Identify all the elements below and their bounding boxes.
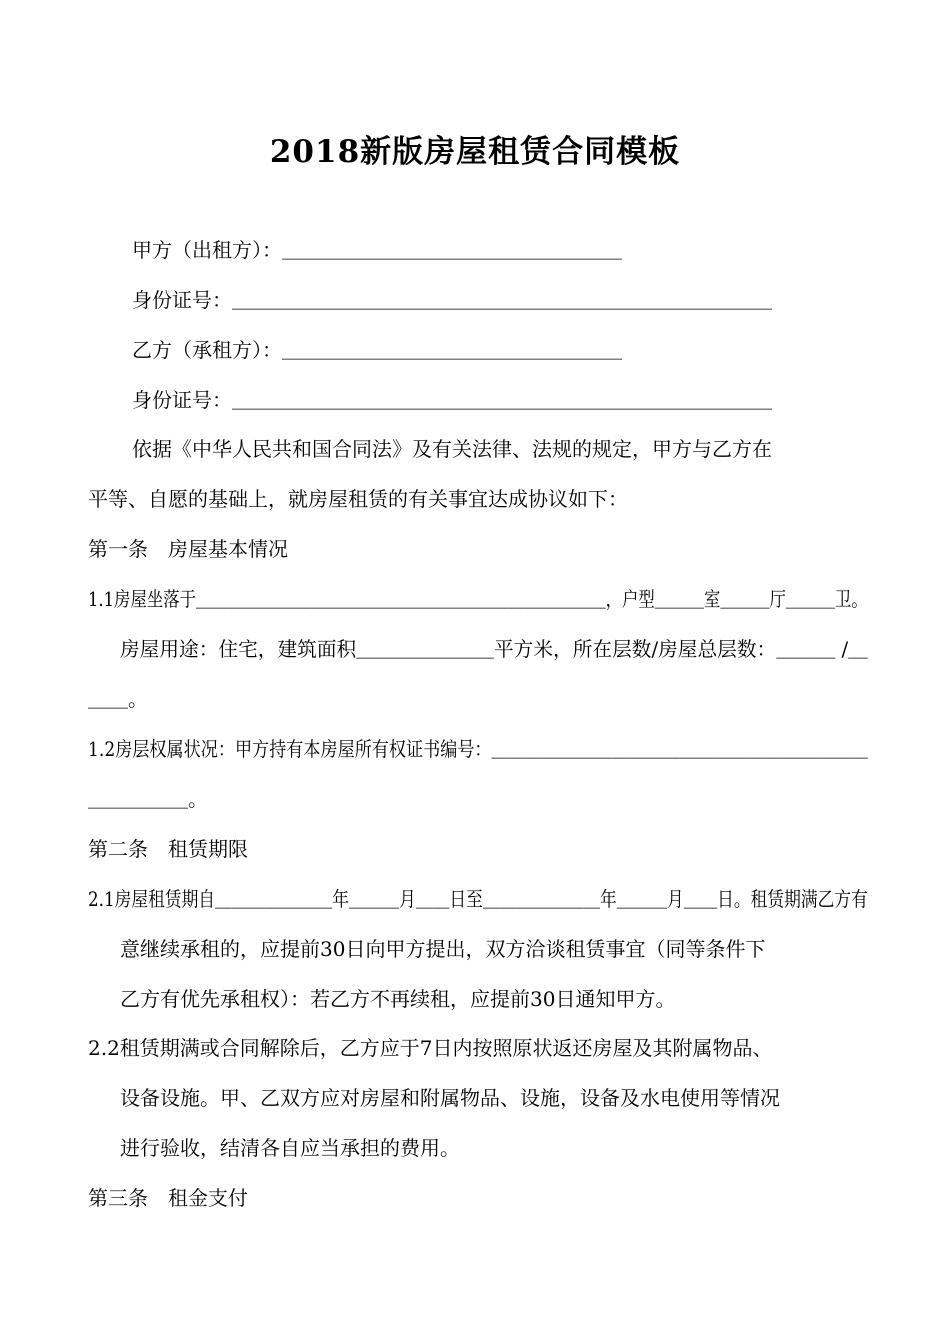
clause-1-2: 1.2房层权属状况：甲方持有本房屋所有权证书编号：＿＿＿＿＿＿＿＿＿＿＿＿＿＿＿＿＿＿＿＿＿＿ bbox=[88, 737, 868, 761]
clause-2-2-line-2: 设备设施。甲、乙双方应对房屋和附属物品、设施，设备及水电使用等情况 bbox=[120, 1086, 780, 1110]
clause-2-1-line-2: 意继续承租的，应提前30日向甲方提出，双方洽谈租赁事宜（同等条件下 bbox=[120, 937, 766, 961]
clause-2-1-line-3: 乙方有优先承租权）：若乙方不再续租，应提前30日通知甲方。 bbox=[120, 987, 676, 1011]
party-b-id-line: 身份证号：＿＿＿＿＿＿＿＿＿＿＿＿＿＿＿＿＿＿＿＿＿＿＿＿＿＿＿ bbox=[132, 388, 772, 412]
party-b-line: 乙方（承租方）：＿＿＿＿＿＿＿＿＿＿＿＿＿＿＿＿＿ bbox=[132, 338, 622, 362]
article-2-heading: 第二条 租赁期限 bbox=[88, 837, 248, 861]
clause-2-2-line-1: 2.2租赁期满或合同解除后，乙方应于7日内按照原状返还房屋及其附属物品、 bbox=[88, 1036, 773, 1060]
preamble-line-2: 平等、自愿的基础上，就房屋租赁的有关事宜达成协议如下： bbox=[88, 487, 628, 511]
clause-2-2-line-3: 进行验收，结清各自应当承担的费用。 bbox=[120, 1136, 460, 1160]
preamble-line-1: 依据《中华人民共和国合同法》及有关法律、法规的规定，甲方与乙方在 bbox=[132, 437, 772, 461]
article-3-heading: 第三条 租金支付 bbox=[88, 1186, 248, 1210]
party-a-id-line: 身份证号：＿＿＿＿＿＿＿＿＿＿＿＿＿＿＿＿＿＿＿＿＿＿＿＿＿＿＿ bbox=[132, 288, 772, 312]
clause-1-1: 1.1房屋坐落于＿＿＿＿＿＿＿＿＿＿＿＿＿＿＿＿＿＿＿＿＿＿＿＿＿，户型＿＿＿室＿＿＿厅＿＿＿卫。 bbox=[88, 587, 868, 611]
article-1-heading: 第一条 房屋基本情况 bbox=[88, 537, 288, 561]
clause-1-1-usage-cont: ＿＿。 bbox=[88, 687, 148, 711]
clause-1-1-usage: 房屋用途：住宅，建筑面积＿＿＿＿＿＿＿平方米，所在层数/房屋总层数：＿＿＿ /＿ bbox=[120, 637, 868, 661]
clause-1-2-cont: ＿＿＿＿＿。 bbox=[88, 787, 208, 811]
clause-2-1-line-1: 2.1房屋租赁期自＿＿＿＿＿＿＿年＿＿＿月＿＿日至＿＿＿＿＿＿＿年＿＿＿月＿＿日。租赁期满乙方有 bbox=[88, 887, 868, 911]
party-a-line: 甲方（出租方）：＿＿＿＿＿＿＿＿＿＿＿＿＿＿＿＿＿ bbox=[132, 238, 622, 262]
document-title: 2018新版房屋租赁合同模板 bbox=[269, 134, 681, 170]
